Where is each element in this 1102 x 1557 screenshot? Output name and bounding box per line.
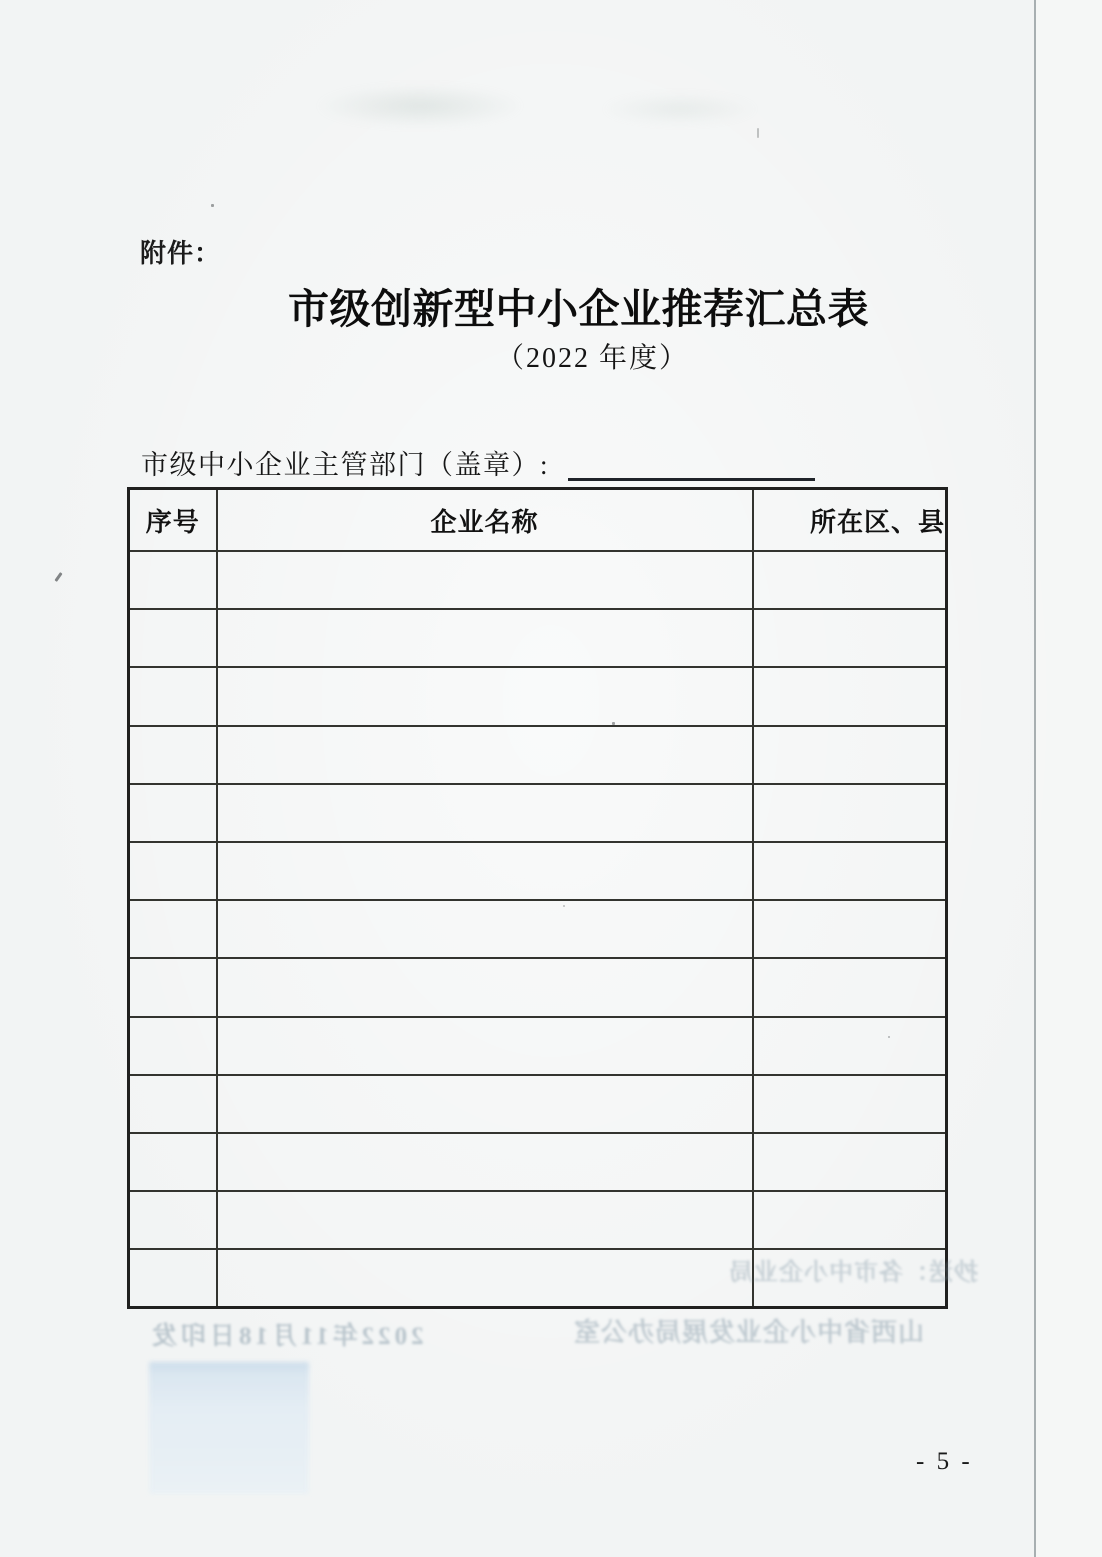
cell-enterprise-name [217, 1249, 753, 1308]
cell-enterprise-name [217, 842, 753, 900]
bleedthrough-mirrored-text: 抄送：各市中小企业局 [728, 1260, 978, 1286]
cell-serial-number [129, 1075, 217, 1133]
table-row [129, 609, 947, 667]
cell-enterprise-name [217, 1191, 753, 1249]
scan-speck [612, 722, 615, 725]
cell-enterprise-name [217, 609, 753, 667]
cell-serial-number [129, 1017, 217, 1075]
cell-serial-number [129, 609, 217, 667]
cell-district-county [753, 900, 947, 958]
table-row [129, 1017, 947, 1075]
seal-blank-underline [568, 478, 815, 481]
cell-district-county [753, 1075, 947, 1133]
recommendation-summary-table [127, 487, 948, 1309]
table-row [129, 1075, 947, 1133]
cell-enterprise-name [217, 1133, 753, 1191]
department-seal-label: 市级中小企业主管部门（盖章）: [141, 450, 550, 480]
cell-enterprise-name [217, 958, 753, 1016]
table-row [129, 900, 947, 958]
table-body [129, 551, 947, 1308]
cell-serial-number [129, 1191, 217, 1249]
cell-district-county [753, 1133, 947, 1191]
cell-district-county [753, 958, 947, 1016]
cell-serial-number [129, 1249, 217, 1308]
table-row [129, 842, 947, 900]
cell-enterprise-name [217, 551, 753, 609]
cell-district-county [753, 784, 947, 842]
bleedthrough-mirrored-text: 山西省中小企业发展局办公室 [573, 1318, 925, 1347]
cell-enterprise-name [217, 1017, 753, 1075]
cell-serial-number [129, 726, 217, 784]
cell-serial-number [129, 1133, 217, 1191]
cell-enterprise-name [217, 784, 753, 842]
cell-enterprise-name [217, 667, 753, 725]
cell-serial-number [129, 842, 217, 900]
cell-serial-number [129, 551, 217, 609]
bleedthrough-text-office [573, 1312, 924, 1349]
table-header-row [129, 489, 947, 552]
cell-enterprise-name [217, 1075, 753, 1133]
cell-district-county [753, 1191, 947, 1249]
page-number: - 5 - [916, 1448, 973, 1475]
header-district-county: 所在区、县 [753, 489, 947, 552]
table-row [129, 1191, 947, 1249]
paper-edge-line [1034, 0, 1036, 1557]
cell-serial-number [129, 900, 217, 958]
scan-speck [888, 1036, 890, 1038]
cell-enterprise-name [217, 726, 753, 784]
table-row [129, 667, 947, 725]
bleedthrough-text-upper [728, 1252, 978, 1287]
cell-district-county [753, 1017, 947, 1075]
document-subtitle: （2022 年度） [496, 343, 690, 374]
cell-serial-number [129, 784, 217, 842]
header-enterprise-name: 企业名称 [217, 489, 753, 552]
cell-enterprise-name [217, 900, 753, 958]
bleedthrough-text-date [148, 1316, 424, 1352]
cell-district-county [753, 842, 947, 900]
table-row [129, 958, 947, 1016]
scan-speck [54, 572, 62, 582]
cell-district-county [753, 667, 947, 725]
table-row [129, 1133, 947, 1191]
scan-speck [211, 204, 214, 207]
cell-serial-number [129, 667, 217, 725]
bleedthrough-smudge [315, 84, 525, 128]
bleedthrough-mirrored-text: 2022年11月18日印发 [148, 1323, 424, 1350]
attachment-label: 附件： [140, 238, 222, 268]
cell-district-county [753, 551, 947, 609]
cell-serial-number [129, 958, 217, 1016]
table-row [129, 551, 947, 609]
header-serial-number: 序号 [129, 489, 217, 552]
bleedthrough-smudge [600, 92, 760, 126]
table-row [129, 726, 947, 784]
cell-district-county [753, 609, 947, 667]
bleedthrough-blue-block [149, 1362, 309, 1494]
cell-district-county [753, 726, 947, 784]
table-row [129, 784, 947, 842]
scan-speck [757, 128, 759, 138]
scan-speck [563, 905, 565, 907]
document-title: 市级创新型中小企业推荐汇总表 [288, 286, 869, 332]
